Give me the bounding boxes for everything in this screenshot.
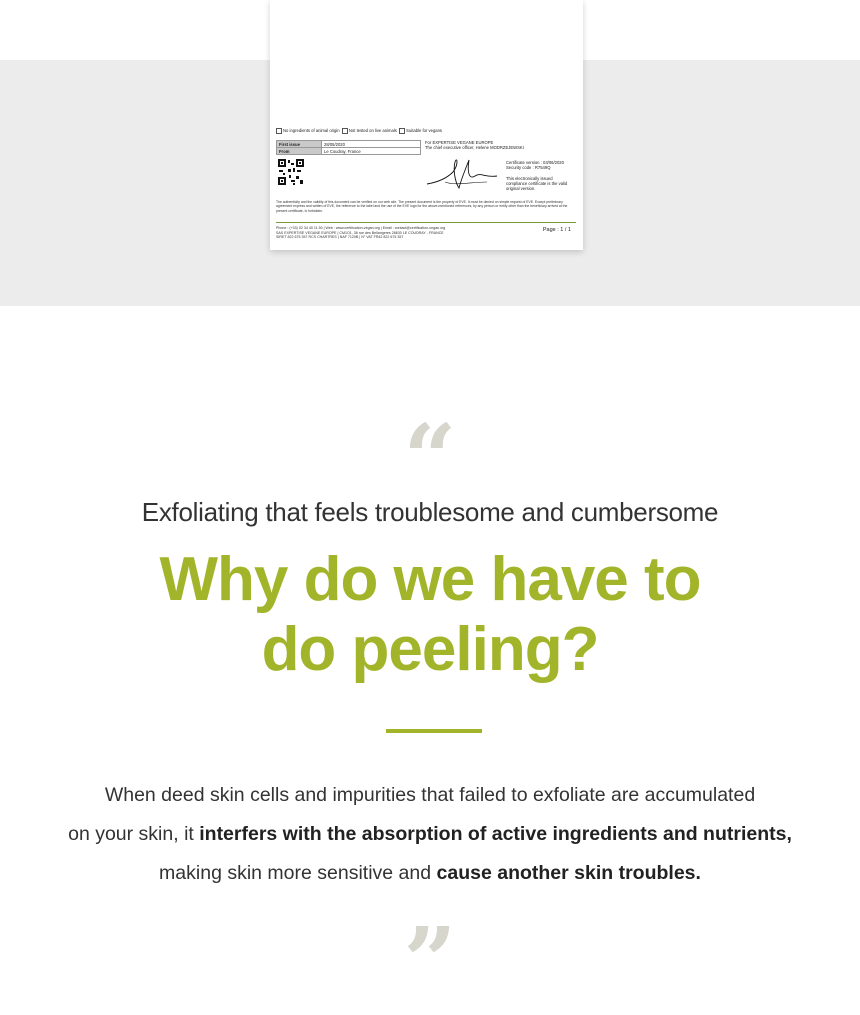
title-divider (386, 729, 482, 733)
subtitle: Exfoliating that feels troublesome and cumbersome (141, 497, 719, 527)
footer-divider (276, 222, 576, 223)
certificate-version: Certificate version : 03/06/2020 Security code : R7549Q (506, 160, 564, 170)
qr-code-icon (277, 158, 305, 186)
vegan-certificate (270, 0, 583, 250)
certificate-issue-table: First issue 28/05/2020 From Le Coudray, France (276, 140, 421, 155)
body-line-1: When deed skin cells and impurities that failed to exfoliate are accumulated (104, 784, 756, 806)
body-text (0, 776, 860, 893)
body-line-2: on your skin, it interfers with the absorption of active ingredients and nutrients, (68, 823, 792, 845)
title-line-1: Why do we have to (159, 545, 701, 614)
certificate-footer: Phone : (+33) 02 34 40 11 50 | Web : www.certification-vegan.org | Email : contact@certification-vegan.org SAS EXPERTISE VEGANE EUROPE | CM1O1, 36 rue des Bellangeres 28630 LE COUDRAY - FRANCE SIRET 822 675 357 RCS CHARTRES | NAF 7120B | N° VAT FR42 822 675 357 (276, 226, 446, 240)
close-quote-icon: ” (403, 907, 457, 1015)
body-line-3: making skin more sensitive and cause another skin troubles. (159, 862, 701, 884)
page-title (0, 545, 860, 685)
signature (425, 152, 500, 192)
title-line-2: do peeling? (261, 615, 599, 684)
page-number: Page : 1 / 1 (542, 227, 571, 233)
issuer-name: For EXPERTISE VEGANE EUROPE The chief executive officer, Helene MODRZEJEWSKI (425, 140, 524, 150)
open-quote-icon: “ (403, 404, 457, 512)
certificate-checks: No ingredients of animal origin Not tested on live animals Suitable for vegans (276, 128, 442, 134)
legal-notice: The authenticity and the validity of this document can be verified on our web site. The present document is the property of EVE. It must be denied on simple request of EVE. Except preliminary agreement express and written of EVE, the reference to the label and the use of the EVE logo for the above-mentioned references, by any person or entity other than the beneficiary arrived at the present certificate, is forbidden. (276, 200, 568, 213)
electronic-note: This electronically issued compliance certificate is the valid original version. (506, 176, 568, 191)
